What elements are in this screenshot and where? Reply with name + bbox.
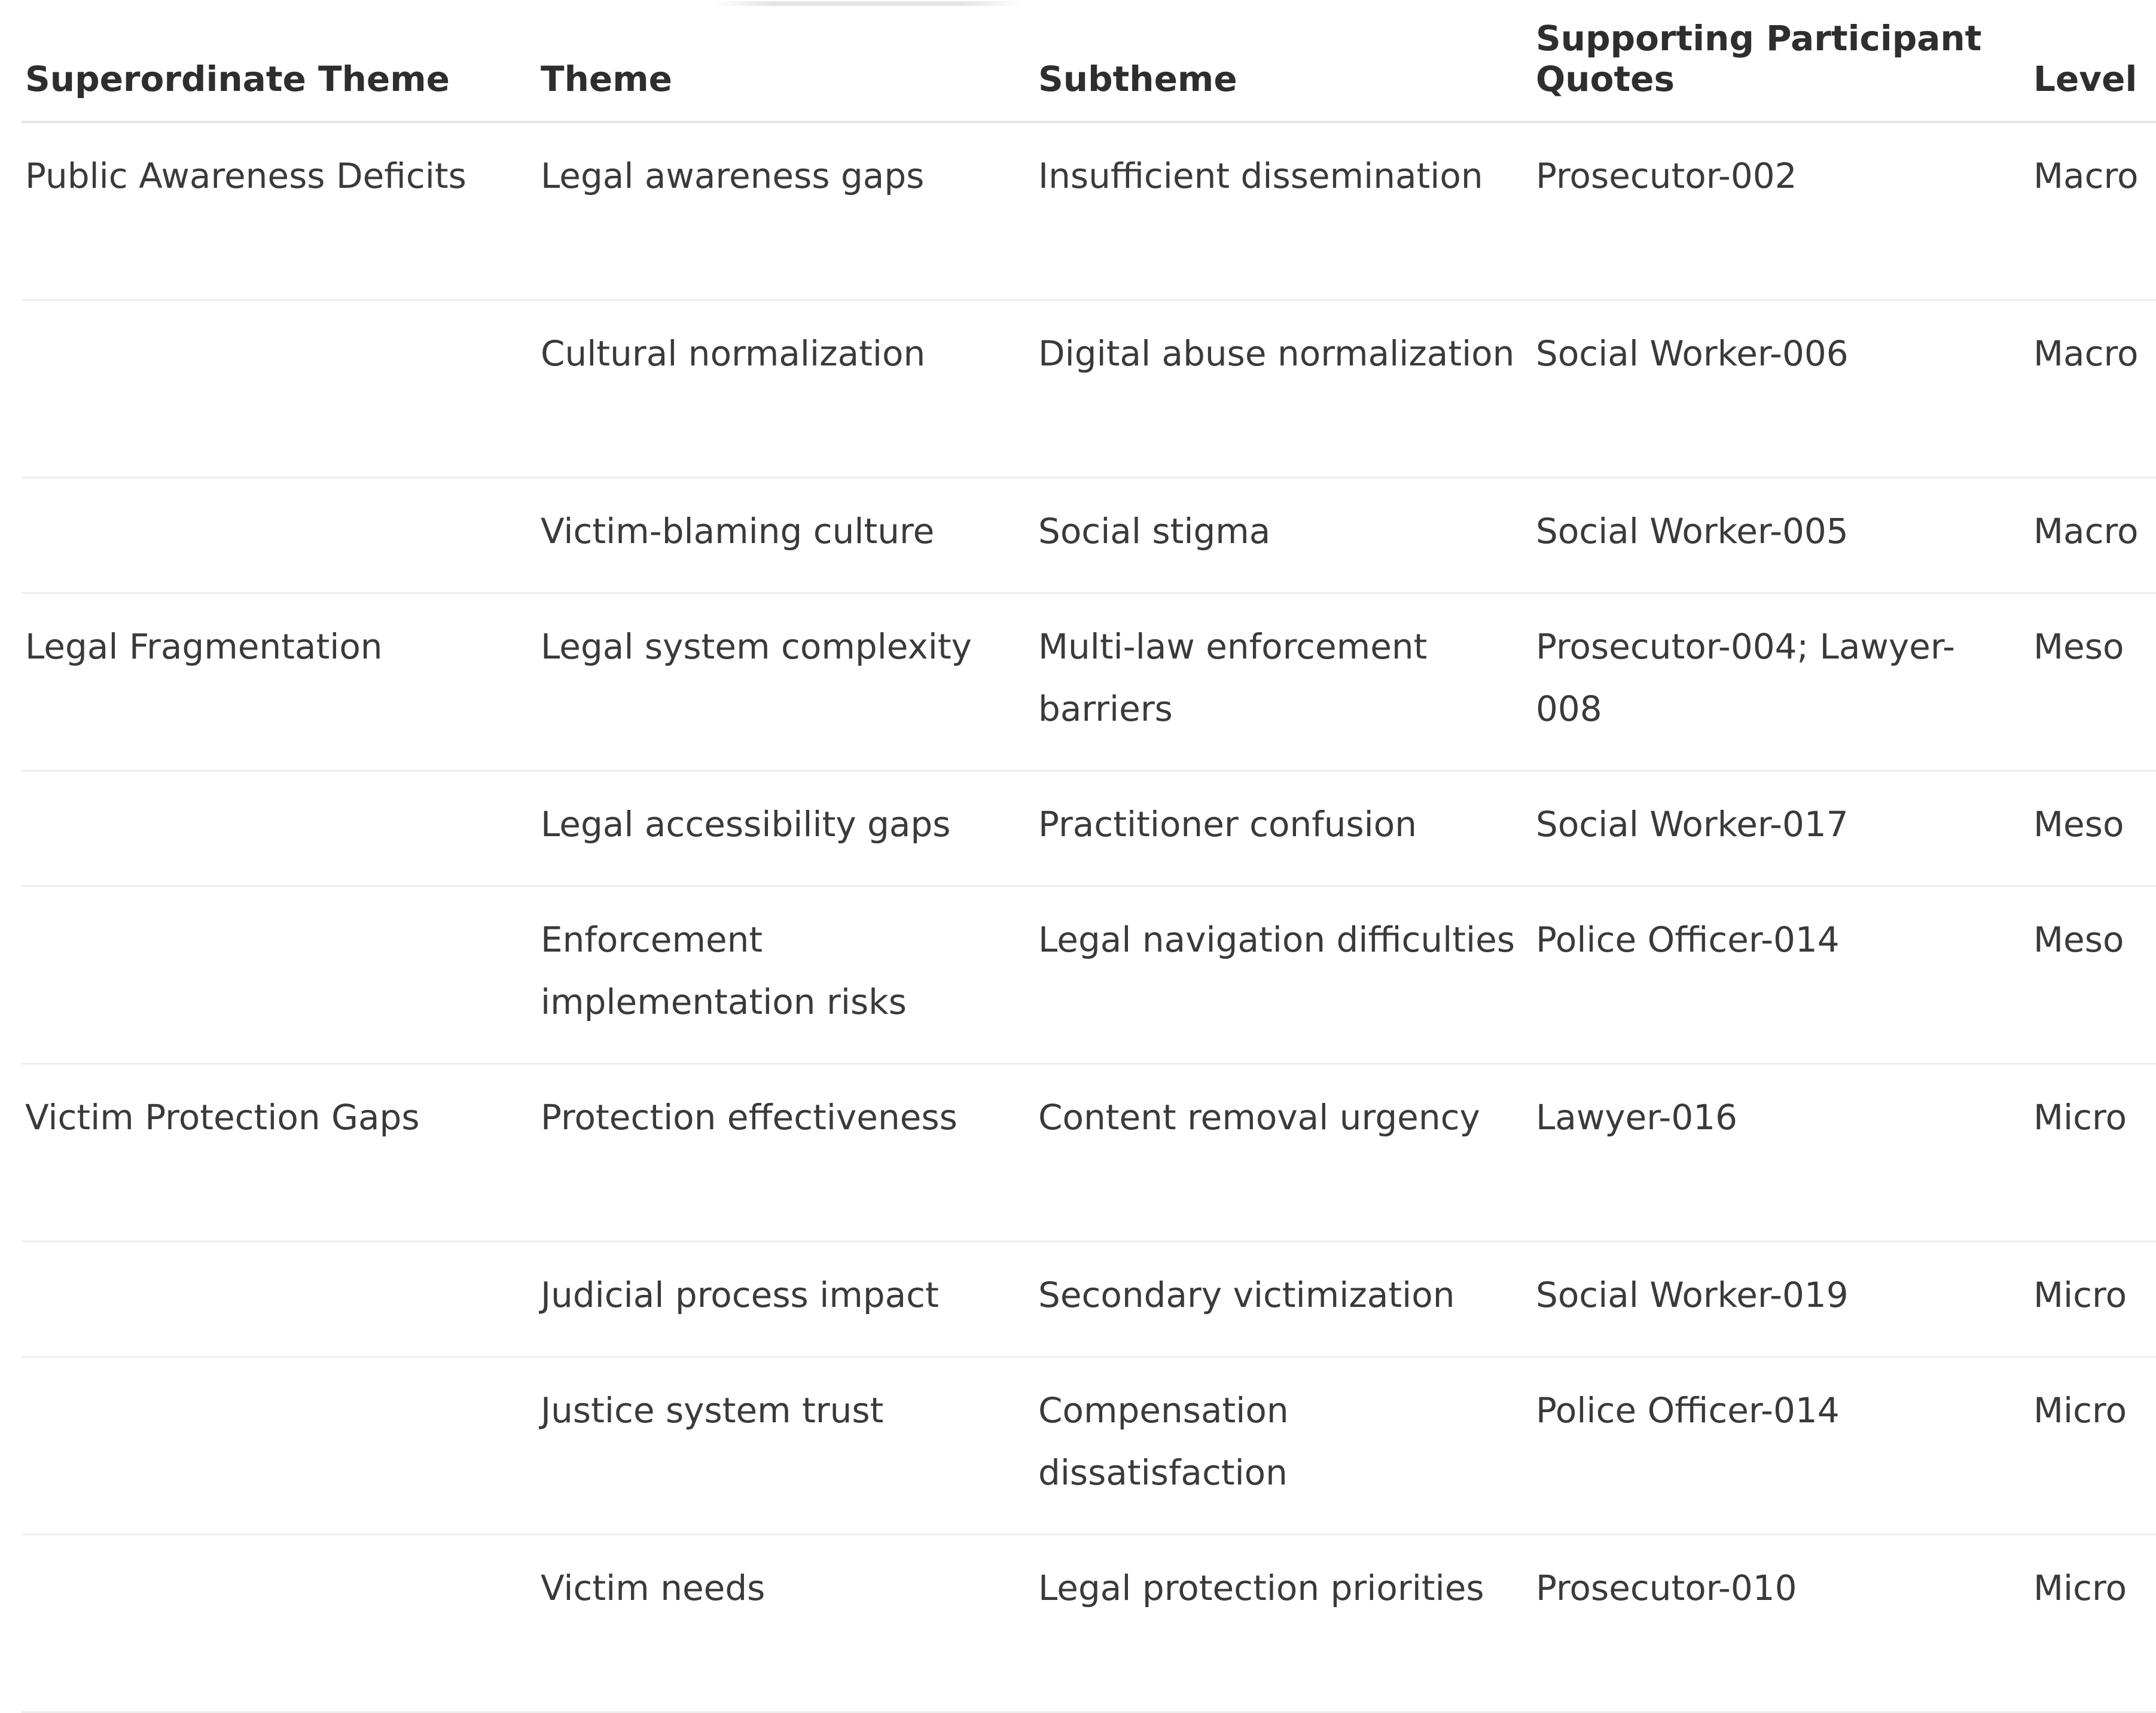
cell-subtheme: Insufficient dissemination — [1035, 122, 1532, 300]
cell-subtheme: Compensation dissatisfaction — [1035, 1357, 1532, 1534]
cell-level: Meso — [2030, 593, 2156, 770]
table-row — [22, 886, 2156, 1063]
header-subtheme: Subtheme — [1035, 0, 1532, 122]
cell-superordinate-theme — [22, 300, 537, 477]
cell-superordinate-theme — [22, 886, 537, 1063]
cell-subtheme: Content removal urgency — [1035, 1063, 1532, 1241]
cell-level: Macro — [2030, 300, 2156, 477]
cell-superordinate-theme — [22, 770, 537, 886]
cell-quotes: Social Worker-006 — [1532, 300, 2030, 477]
cell-superordinate-theme — [22, 1357, 537, 1534]
cell-superordinate-theme — [22, 477, 537, 593]
table-row — [22, 300, 2156, 477]
cell-level: Macro — [2030, 477, 2156, 593]
cell-subtheme: Legal navigation difficulties — [1035, 886, 1532, 1063]
cell-theme: Victim needs — [537, 1534, 1035, 1712]
table-row — [22, 1063, 2156, 1241]
cell-superordinate-theme: Public Awareness Deficits — [22, 122, 537, 300]
table-row — [22, 1534, 2156, 1712]
cell-level: Micro — [2030, 1241, 2156, 1357]
table-header-row — [22, 0, 2156, 122]
cell-theme: Legal awareness gaps — [537, 122, 1035, 300]
header-level: Level — [2030, 0, 2156, 122]
cell-quotes: Lawyer-016 — [1532, 1063, 2030, 1241]
cell-subtheme: Social stigma — [1035, 477, 1532, 593]
cell-theme: Protection effectiveness — [537, 1063, 1035, 1241]
cell-level: Macro — [2030, 122, 2156, 300]
cell-quotes: Social Worker-005 — [1532, 477, 2030, 593]
cell-subtheme: Practitioner confusion — [1035, 770, 1532, 886]
cell-level: Micro — [2030, 1063, 2156, 1241]
table-row — [22, 593, 2156, 770]
table-row — [22, 122, 2156, 300]
cell-superordinate-theme: Legal Fragmentation — [22, 593, 537, 770]
cell-theme: Cultural normalization — [537, 300, 1035, 477]
table-row — [22, 770, 2156, 886]
cell-level: Meso — [2030, 770, 2156, 886]
cell-subtheme: Digital abuse normalization — [1035, 300, 1532, 477]
table-row — [22, 477, 2156, 593]
cell-quotes: Prosecutor-002 — [1532, 122, 2030, 300]
table-row — [22, 1241, 2156, 1357]
cell-level: Micro — [2030, 1534, 2156, 1712]
table-row — [22, 1357, 2156, 1534]
cell-theme: Legal system complexity — [537, 593, 1035, 770]
cell-theme: Victim-blaming culture — [537, 477, 1035, 593]
cell-theme: Legal accessibility gaps — [537, 770, 1035, 886]
cell-quotes: Social Worker-019 — [1532, 1241, 2030, 1357]
cell-subtheme: Legal protection priorities — [1035, 1534, 1532, 1712]
cell-superordinate-theme — [22, 1534, 537, 1712]
cell-theme: Justice system trust — [537, 1357, 1035, 1534]
cell-superordinate-theme — [22, 1241, 537, 1357]
cell-level: Meso — [2030, 886, 2156, 1063]
cell-superordinate-theme: Victim Protection Gaps — [22, 1063, 537, 1241]
header-superordinate-theme: Superordinate Theme — [22, 0, 537, 122]
cell-quotes: Police Officer-014 — [1532, 1357, 2030, 1534]
themes-table — [22, 0, 2156, 1713]
cell-subtheme: Secondary victimization — [1035, 1241, 1532, 1357]
cell-subtheme: Multi-law enforcement barriers — [1035, 593, 1532, 770]
header-supporting-quotes: Supporting Participant Quotes — [1532, 0, 2030, 122]
cell-quotes: Social Worker-017 — [1532, 770, 2030, 886]
cell-quotes: Prosecutor-004; Lawyer-008 — [1532, 593, 2030, 770]
cell-level: Micro — [2030, 1357, 2156, 1534]
cell-quotes: Police Officer-014 — [1532, 886, 2030, 1063]
cell-theme: Enforcement implementation risks — [537, 886, 1035, 1063]
header-theme: Theme — [537, 0, 1035, 122]
cell-quotes: Prosecutor-010 — [1532, 1534, 2030, 1712]
cell-theme: Judicial process impact — [537, 1241, 1035, 1357]
